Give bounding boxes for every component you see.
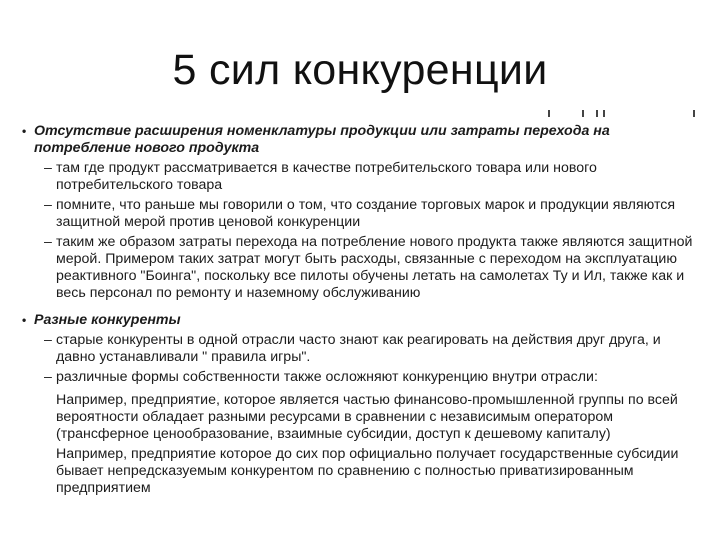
list-item-text: там где продукт рассматривается в качестве потребительского товара или нового потребительского товара: [56, 160, 597, 193]
section-heading-text: Отсутствие расширения номенклатуры продукции или затраты перехода на потребление нового продукта: [34, 123, 610, 156]
dash-marker: –: [44, 332, 52, 348]
section-heading: [22, 123, 702, 157]
list-item: [44, 160, 702, 194]
list-item: [44, 197, 702, 231]
bullet-marker: •: [22, 124, 27, 138]
example-paragraph: Например, предприятие которое до сих пор официально получает государственные субсидии бывает непредсказуемым конкурентом по сравнению с полностью приватизированным предприятием: [56, 446, 679, 496]
list-item-text: помните, что раньше мы говорили о том, что создание торговых марок и продукции являются защитной мерой против ценовой конкуренции: [56, 197, 676, 230]
slide-title: 5 сил конкуренции: [172, 46, 548, 94]
dash-marker: –: [44, 369, 52, 385]
list-item-text: старые конкуренты в одной отрасли часто знают как реагировать на действия друг друга, и давно устанавливали " правила игры".: [56, 332, 661, 365]
dash-marker: –: [44, 197, 52, 213]
list-item: [44, 234, 702, 302]
section-heading: [22, 312, 702, 329]
list-item: [44, 332, 702, 366]
list-item-text: различные формы собственности также осложняют конкуренцию внутри отрасли:: [56, 369, 598, 385]
dash-marker: –: [44, 160, 52, 176]
slide-content: [22, 123, 702, 497]
bullet-marker: •: [22, 313, 27, 327]
example-paragraph: Например, предприятие, которое является частью финансово-промышленной группы по всей вероятности обладает разными ресурсами в сравнении с независимым оператором (трансферное ценообразование, взаимные субсидии, доступ к дешевому капиталу): [56, 392, 678, 442]
list-item: [44, 369, 702, 386]
section-heading-text: Разные конкуренты: [34, 312, 181, 328]
cropped-text-fragment: [0, 110, 720, 118]
dash-marker: –: [44, 234, 52, 250]
list-item-text: таким же образом затраты перехода на потребление нового продукта также являются защитной мерой. Примером таких затрат могут быть расходы, связанные с переходом на эксплуатацию реактивного "Боинга", поскольку все пилоты обучены летать на самолетах Ту и Ил, также как и весь персонал по ремонту и наземному обслуживанию: [56, 234, 693, 301]
